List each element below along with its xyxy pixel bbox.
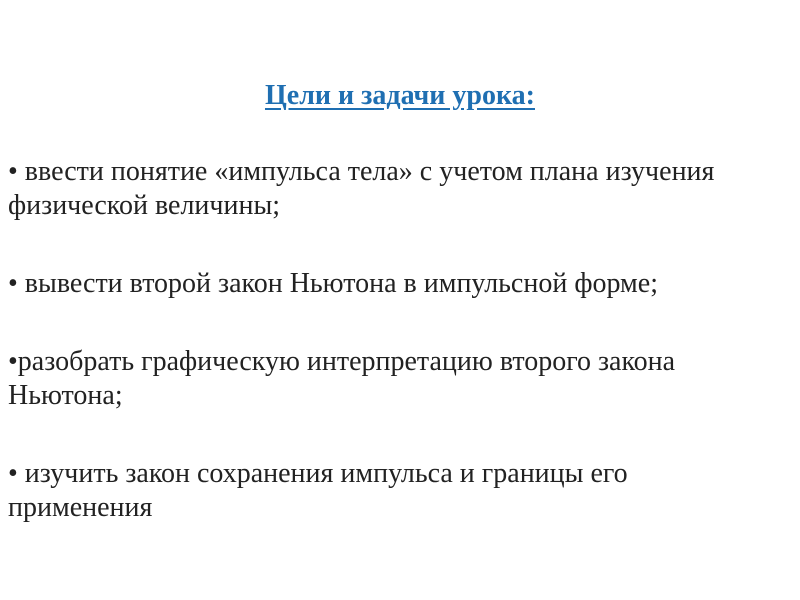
goal-item-1: • ввести понятие «импульса тела» с учетом плана изучения физической величины; — [8, 156, 715, 221]
goals-list — [8, 155, 778, 525]
goal-item-4: • изучить закон сохранения импульса и границы его применения — [8, 458, 628, 523]
goal-item-2: • вывести второй закон Ньютона в импульсной форме; — [8, 268, 658, 299]
slide-title: Цели и задачи урока: — [264, 80, 535, 111]
goal-item-3: •разобрать графическую интерпретацию второго закона Ньютона; — [8, 346, 676, 411]
